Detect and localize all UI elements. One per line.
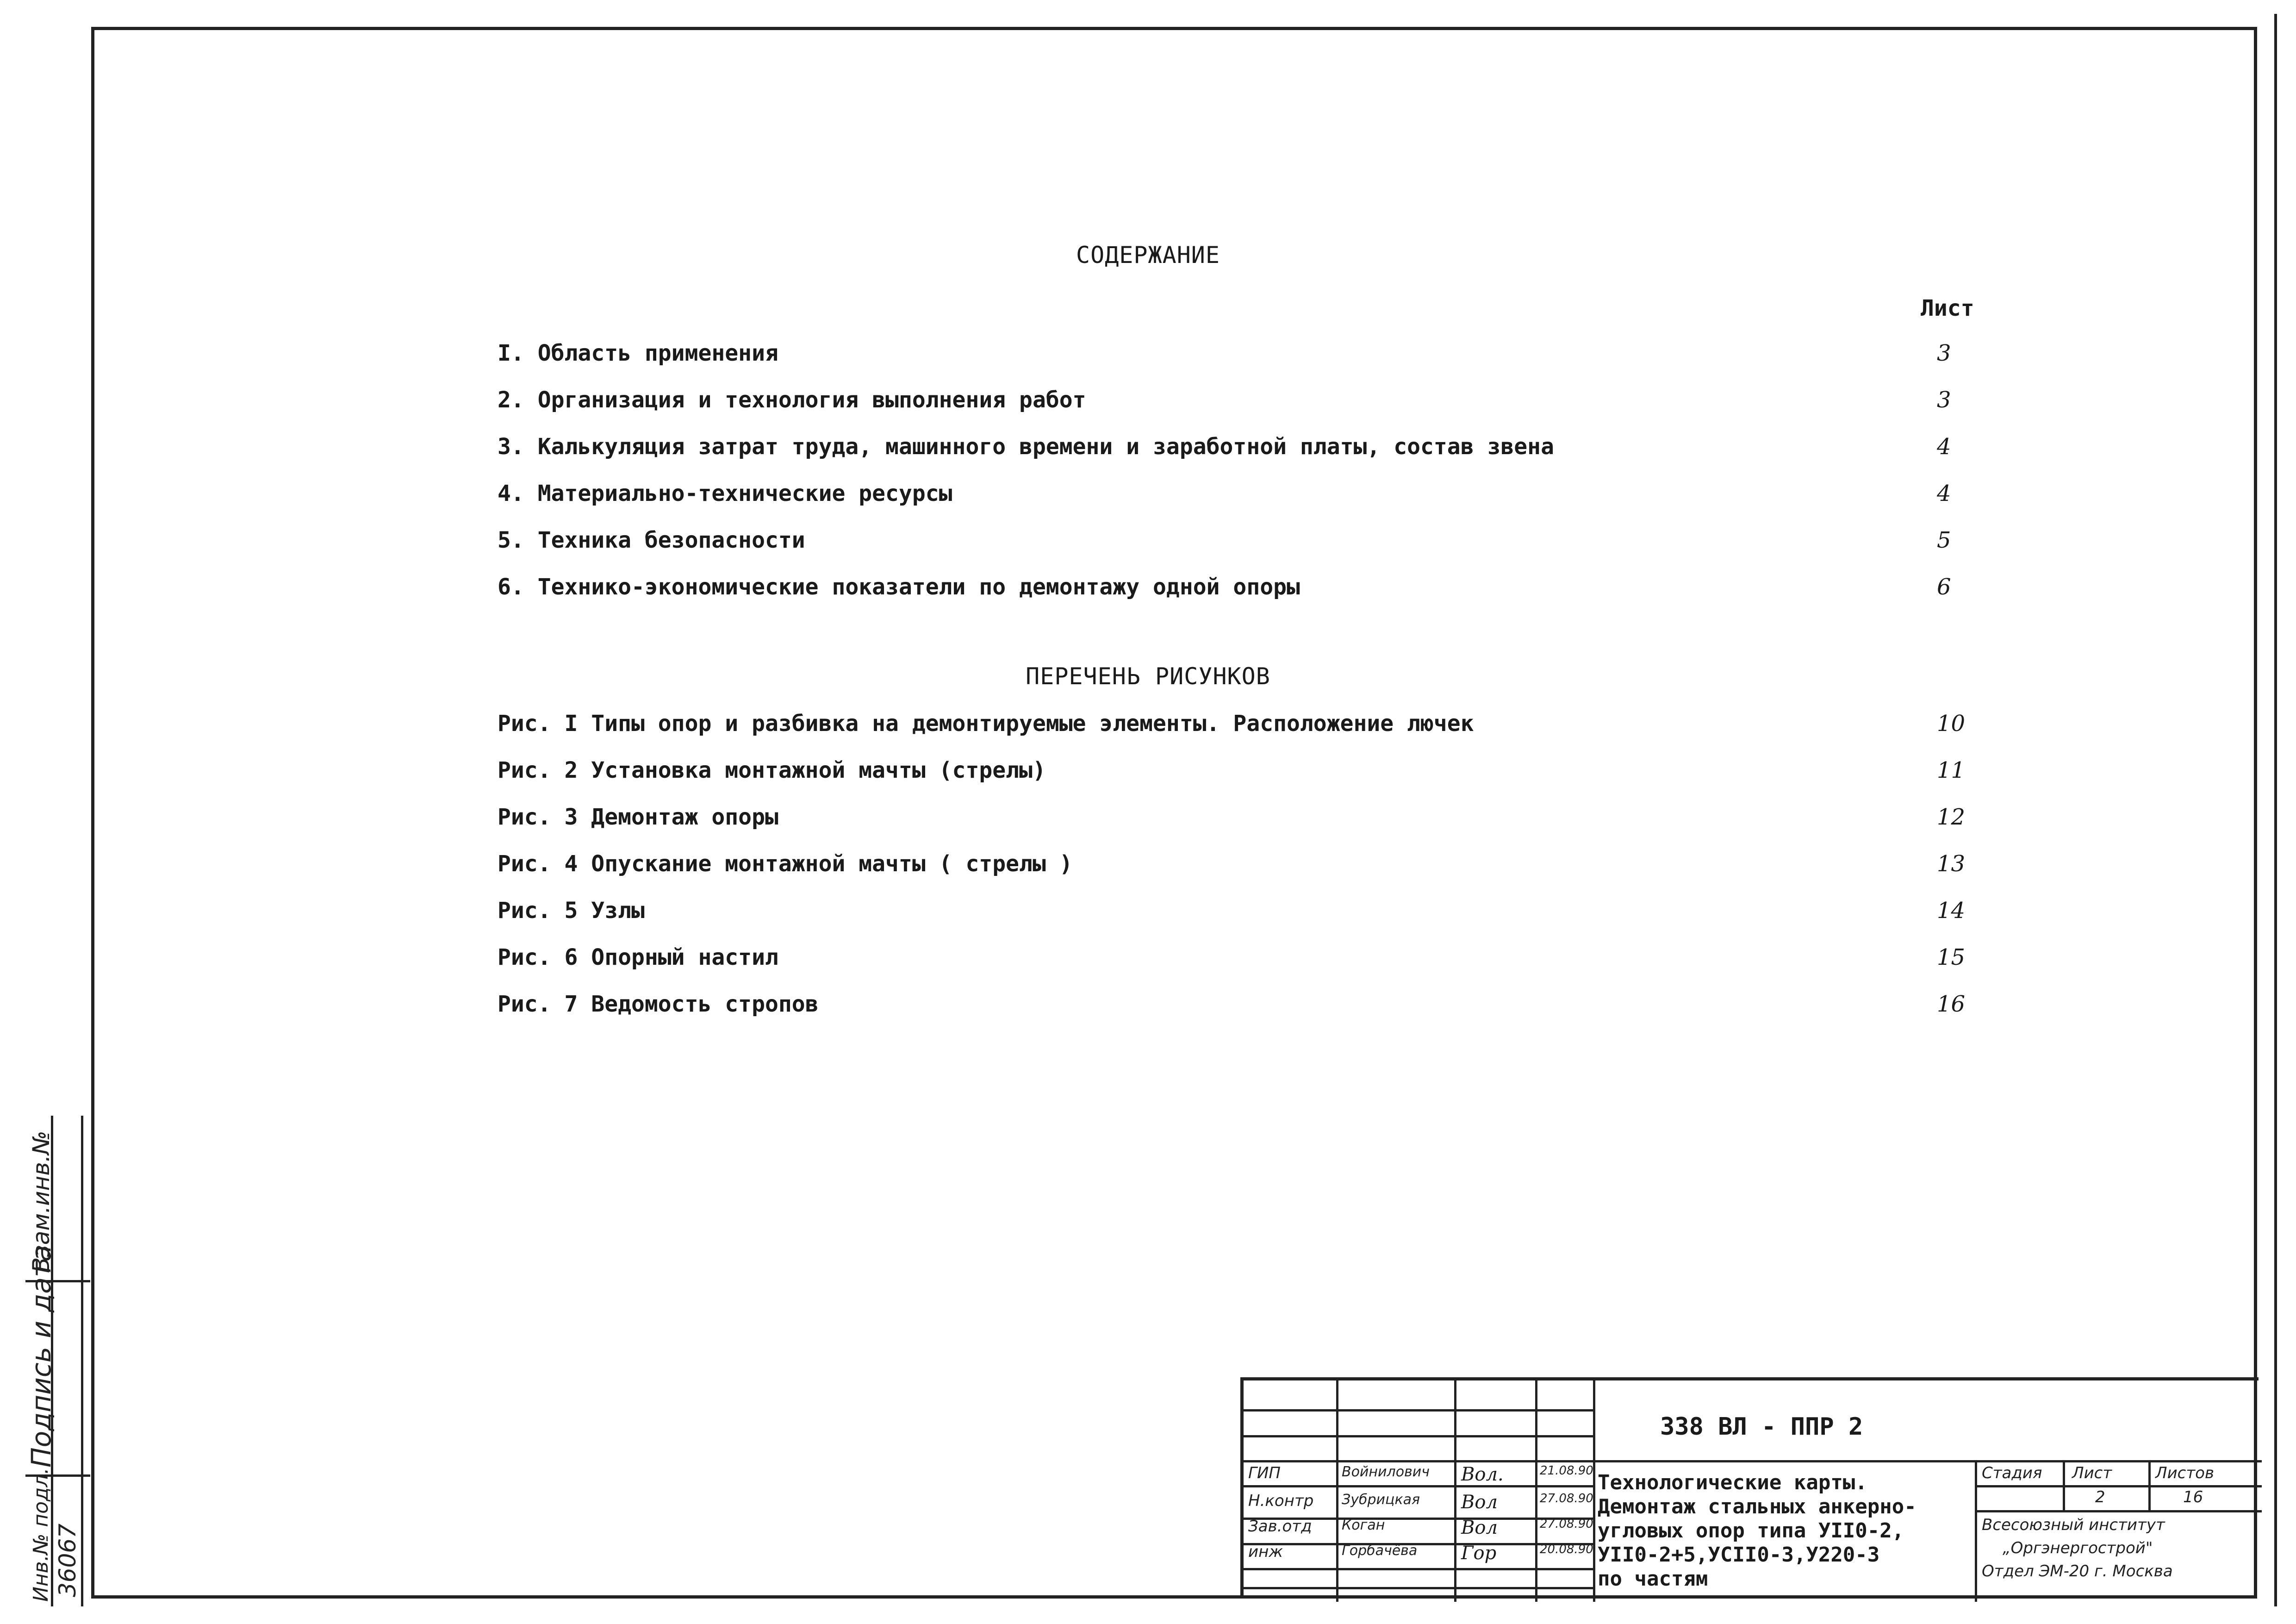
sheet-label: Лист	[2072, 1464, 2112, 1482]
contents-item	[498, 434, 1979, 462]
figure-item-label: Рис. 4 Опускание монтажной мачты ( стрелы )	[498, 851, 1073, 877]
person-name: Горбачёва	[1342, 1543, 1418, 1559]
contents-item	[498, 574, 1979, 602]
figure-item	[498, 711, 1979, 738]
figure-item-page: 14	[1937, 898, 1966, 924]
description-line: УІІ0-2+5,УСІІ0-3,У220-3	[1598, 1543, 1880, 1567]
org-line-2: „Оргэнергострой"	[2003, 1539, 2153, 1557]
contents-item-page: 6	[1937, 574, 1951, 600]
description-line: по частям	[1598, 1567, 1708, 1591]
contents-item	[498, 527, 1979, 555]
figure-item	[498, 757, 1979, 785]
sheets-label: Листов	[2155, 1464, 2215, 1482]
figure-item	[498, 851, 1979, 879]
contents-item-page: 4	[1937, 434, 1951, 460]
person-name: Коган	[1342, 1517, 1385, 1533]
contents-item	[498, 481, 1979, 508]
figure-item	[498, 804, 1979, 832]
org-line-3: Отдел ЭМ-20 г. Москва	[1982, 1562, 2173, 1580]
swap-label: Взам.инв.№	[28, 1131, 55, 1273]
figure-item-label: Рис. 5 Узлы	[498, 898, 645, 924]
document-code: 338 ВЛ - ППР 2	[1660, 1413, 1863, 1441]
figure-item-page: 12	[1937, 804, 1966, 830]
contents-item-label: 2. Организация и технология выполнения работ	[498, 387, 1086, 413]
figure-item-label: Рис. 6 Опорный настил	[498, 944, 778, 970]
stage-label: Стадия	[1982, 1464, 2042, 1482]
figure-item-label: Рис. I Типы опор и разбивка на демонтируемые элементы. Расположение лючек	[498, 711, 1474, 737]
contents-item-page: 3	[1937, 387, 1951, 413]
description-line: Демонтаж стальных анкерно-	[1598, 1495, 1916, 1518]
person-role: Зав.отд	[1248, 1517, 1312, 1536]
person-name: Войнилович	[1342, 1464, 1430, 1480]
org-line-1: Всесоюзный институт	[1982, 1516, 2165, 1534]
person-role: ГИП	[1248, 1464, 1281, 1482]
figure-item	[498, 944, 1979, 972]
contents-item-label: 6. Технико-экономические показатели по демонтажу одной опоры	[498, 574, 1300, 600]
description-line: Технологические карты.	[1598, 1471, 1867, 1494]
figure-item	[498, 898, 1979, 925]
figure-item-page: 13	[1937, 851, 1966, 877]
inv-value: 36067	[54, 1523, 81, 1597]
inv-label: Инв.№ подл.	[29, 1468, 53, 1602]
figure-item-page: 11	[1937, 757, 1966, 783]
person-role: инж	[1248, 1543, 1283, 1561]
figure-item-label: Рис. 7 Ведомость стропов	[498, 991, 819, 1017]
figure-item-page: 10	[1937, 711, 1966, 737]
sheet-value: 2	[2095, 1488, 2105, 1506]
contents-item-label: 3. Калькуляция затрат труда, машинного времени и заработной платы, состав звена	[498, 434, 1554, 460]
figure-item-label: Рис. 3 Демонтаж опоры	[498, 804, 778, 830]
sign-label: Подпись и дата	[25, 1245, 57, 1468]
figures-title: ПЕРЕЧЕНЬ РИСУНКОВ	[1026, 663, 1270, 690]
contents-item-label: 4. Материально-технические ресурсы	[498, 481, 952, 506]
person-date: 27.08.90	[1540, 1492, 1593, 1505]
contents-item-page: 5	[1937, 527, 1951, 553]
figure-item-page: 15	[1937, 944, 1966, 970]
person-date: 27.08.90	[1540, 1517, 1593, 1531]
contents-item-page: 3	[1937, 340, 1951, 366]
figure-item-page: 16	[1937, 991, 1966, 1017]
person-role: Н.контр	[1248, 1492, 1314, 1510]
description-line: угловых опор типа УІІ0-2,	[1598, 1519, 1904, 1543]
person-signature: Гор	[1461, 1543, 1497, 1564]
title-block	[1240, 1377, 2259, 1599]
person-signature: Вол	[1461, 1492, 1498, 1513]
figure-item	[498, 991, 1979, 1019]
side-stamp	[25, 1116, 90, 1606]
contents-item-label: I. Область применения	[498, 340, 778, 366]
person-date: 21.08.90	[1540, 1464, 1593, 1478]
sheet-column-header: Лист	[1921, 295, 1974, 321]
person-name: Зубрицкая	[1342, 1492, 1420, 1508]
person-date: 20.08.90	[1540, 1543, 1593, 1556]
figure-item-label: Рис. 2 Установка монтажной мачты (стрелы)	[498, 757, 1046, 783]
contents-item-page: 4	[1937, 481, 1951, 506]
sheets-value: 16	[2183, 1488, 2203, 1506]
person-signature: Вол.	[1461, 1464, 1504, 1485]
contents-title: СОДЕРЖАНИЕ	[1076, 242, 1220, 269]
contents-item-label: 5. Техника безопасности	[498, 527, 805, 553]
contents-item	[498, 340, 1979, 368]
person-signature: Вол	[1461, 1517, 1498, 1538]
contents-item	[498, 387, 1979, 415]
